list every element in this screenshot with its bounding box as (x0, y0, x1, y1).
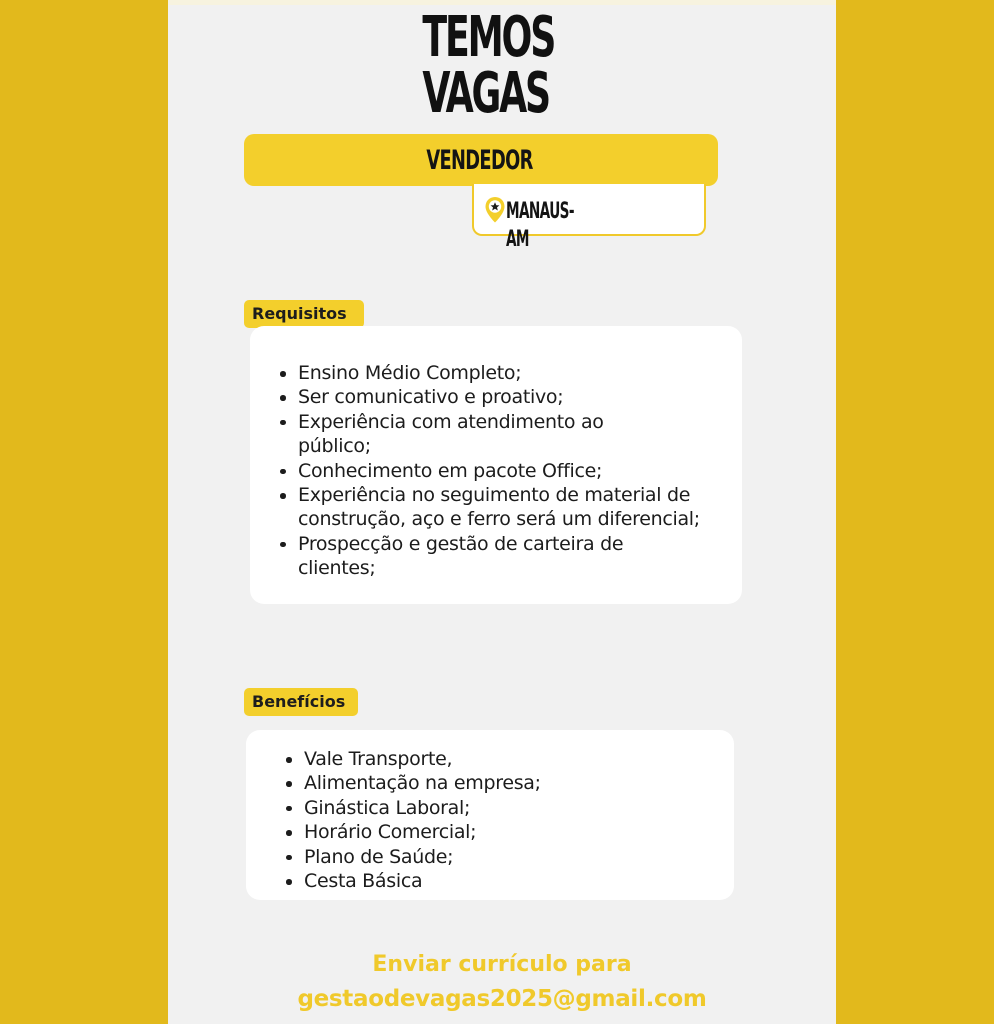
requirement-item: Experiência com atendimento ao público; (276, 410, 668, 459)
job-poster (168, 0, 836, 1024)
benefit-item: Horário Comercial; (282, 820, 702, 844)
requirements-list (276, 361, 716, 581)
benefit-item: Vale Transporte, (282, 747, 702, 771)
headline-line-1: TEMOS (422, 5, 555, 70)
headline (422, 5, 555, 126)
requirement-item: Prospecção e gestão de carteira de clientes; (276, 532, 688, 581)
benefit-item: Alimentação na empresa; (282, 771, 702, 795)
location-label: MANAUS-AM (506, 199, 574, 252)
apply-instruction: Enviar currículo para (372, 952, 632, 977)
requirement-item: Ser comunicativo e proativo; (276, 385, 716, 409)
benefit-item: Cesta Básica (282, 869, 702, 893)
benefit-item: Ginástica Laboral; (282, 796, 702, 820)
benefit-item: Plano de Saúde; (282, 845, 702, 869)
requirements-heading: Requisitos (244, 300, 364, 328)
headline-line-2: VAGAS (422, 61, 549, 126)
requirement-item: Ensino Médio Completo; (276, 361, 716, 385)
map-pin-star-icon (484, 196, 506, 224)
requirement-item: Conhecimento em pacote Office; (276, 459, 716, 483)
job-title: VENDEDOR (426, 145, 533, 176)
benefits-heading: Benefícios (244, 688, 358, 716)
apply-email: gestaodevagas2025@gmail.com (297, 986, 707, 1012)
benefits-list (282, 747, 702, 893)
requirement-item: Experiência no seguimento de material de construção, aço e ferro será um diferencial; (276, 483, 718, 532)
